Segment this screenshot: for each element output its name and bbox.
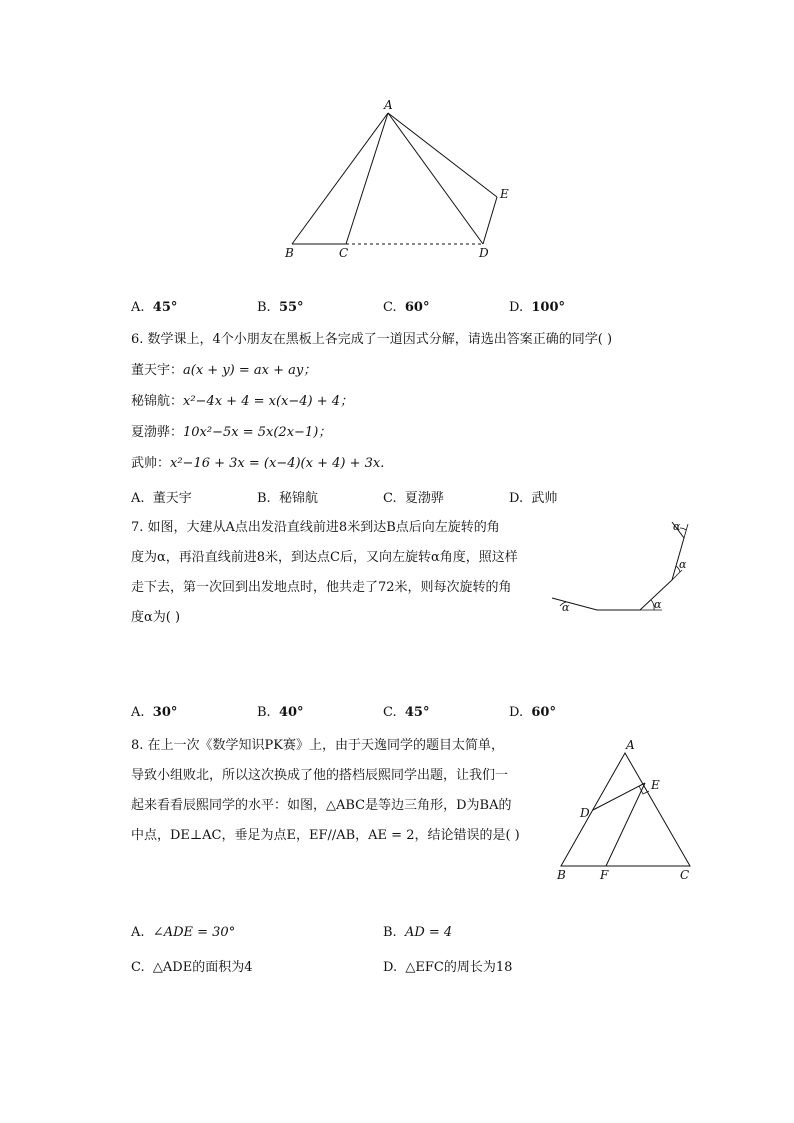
q5-label-E: E <box>500 187 509 201</box>
q7-angle-label: α <box>673 520 681 533</box>
option-value: 60° <box>404 300 430 315</box>
q5-label-C: C <box>339 246 349 260</box>
q8-line-4: 中点，DE⊥AC，垂足为点E，EF//AB，AE = 2，结论错误的是( ) <box>131 828 520 843</box>
option-value: 40° <box>278 705 304 720</box>
q8-line-2: 导致小组败北，所以这次换成了他的搭档辰熙同学出题，让我们一 <box>131 768 509 783</box>
factorization-expr: 10x²−5x = 5x(2x−1)； <box>183 425 332 440</box>
factorization-expr: a(x + y) = ax + ay； <box>183 363 317 378</box>
option-value: 武帅 <box>531 491 558 506</box>
option-letter: A. <box>131 925 145 940</box>
q7-line-4: 度α为( ) <box>131 610 181 625</box>
option-letter: B. <box>257 300 271 315</box>
q8-label-A: A <box>626 738 635 752</box>
student-name: 夏渤骅： <box>131 425 184 440</box>
option-letter: C. <box>131 960 145 975</box>
option-letter: D. <box>509 705 524 720</box>
option-letter: B. <box>257 491 271 506</box>
q8-label-F: F <box>600 868 609 882</box>
option-value: △EFC的周长为18 <box>405 960 513 975</box>
option-letter: D. <box>509 300 524 315</box>
q7-angle-label: α <box>679 558 687 571</box>
option-letter: B. <box>383 925 397 940</box>
q8-option-a <box>131 925 235 940</box>
q5-label-D: D <box>479 246 489 260</box>
option-letter: B. <box>257 705 271 720</box>
option-value: 45° <box>152 300 178 315</box>
q8-label-B: B <box>557 868 566 882</box>
q7-angle-label: α <box>562 601 570 614</box>
option-letter: C. <box>383 705 397 720</box>
student-name: 武帅： <box>131 456 171 471</box>
q8-label-C: C <box>680 868 690 882</box>
factorization-expr: x²−4x + 4 = x(x−4) + 4； <box>183 394 354 409</box>
q8-line-3: 起来看看辰熙同学的水平：如图，△ABC是等边三角形，D为BA的 <box>131 798 512 813</box>
option-letter: D. <box>383 960 398 975</box>
option-value: 夏渤骅 <box>404 491 444 506</box>
option-value: 45° <box>404 705 430 720</box>
q7-angle-label: α <box>654 598 662 611</box>
option-value: 30° <box>152 705 178 720</box>
option-letter: C. <box>383 300 397 315</box>
option-value: 60° <box>531 705 556 720</box>
student-name: 董天宇： <box>131 363 184 378</box>
option-letter: A. <box>131 300 145 315</box>
q8-option-c <box>131 956 252 975</box>
q7-line-1: 7. 如图，大建从A点出发沿直线前进8米到达B点后向左旋转的角 <box>131 520 500 535</box>
q8-option-d <box>383 956 512 975</box>
option-value: 秘锦航 <box>278 491 318 506</box>
q8-option-b <box>383 925 452 940</box>
option-letter: A. <box>131 491 145 506</box>
option-letter: C. <box>383 491 397 506</box>
factorization-expr: x²−16 + 3x = (x−4)(x + 4) + 3x. <box>170 456 385 471</box>
option-value: ∠ADE = 30° <box>152 925 236 940</box>
q8-label-D: D <box>580 806 590 820</box>
option-value: 董天宇 <box>152 491 192 506</box>
q7-line-3: 走下去，第一次回到出发地点时，他共走了72米，则每次旋转的角 <box>131 580 512 595</box>
q5-label-B: B <box>285 246 294 260</box>
option-letter: D. <box>509 491 524 506</box>
q8-label-E: E <box>651 778 660 792</box>
option-letter: A. <box>131 705 145 720</box>
q7-line-2: 度为α，再沿直线前进8米，到达点C后，又向左旋转α角度，照这样 <box>131 550 518 565</box>
student-name: 秘锦航： <box>131 394 184 409</box>
q6-stem: 6. 数学课上，4个小朋友在黑板上各完成了一道因式分解，请选出答案正确的同学( ) <box>131 332 613 347</box>
option-value: 100° <box>531 300 565 315</box>
q8-line-1: 8. 在上一次《数学知识PK赛》上，由于天逸同学的题目太简单， <box>131 738 504 753</box>
option-value: 55° <box>278 300 304 315</box>
option-value: △ADE的面积为4 <box>152 960 253 975</box>
q5-label-A: A <box>384 98 393 112</box>
option-value: AD = 4 <box>404 925 453 940</box>
